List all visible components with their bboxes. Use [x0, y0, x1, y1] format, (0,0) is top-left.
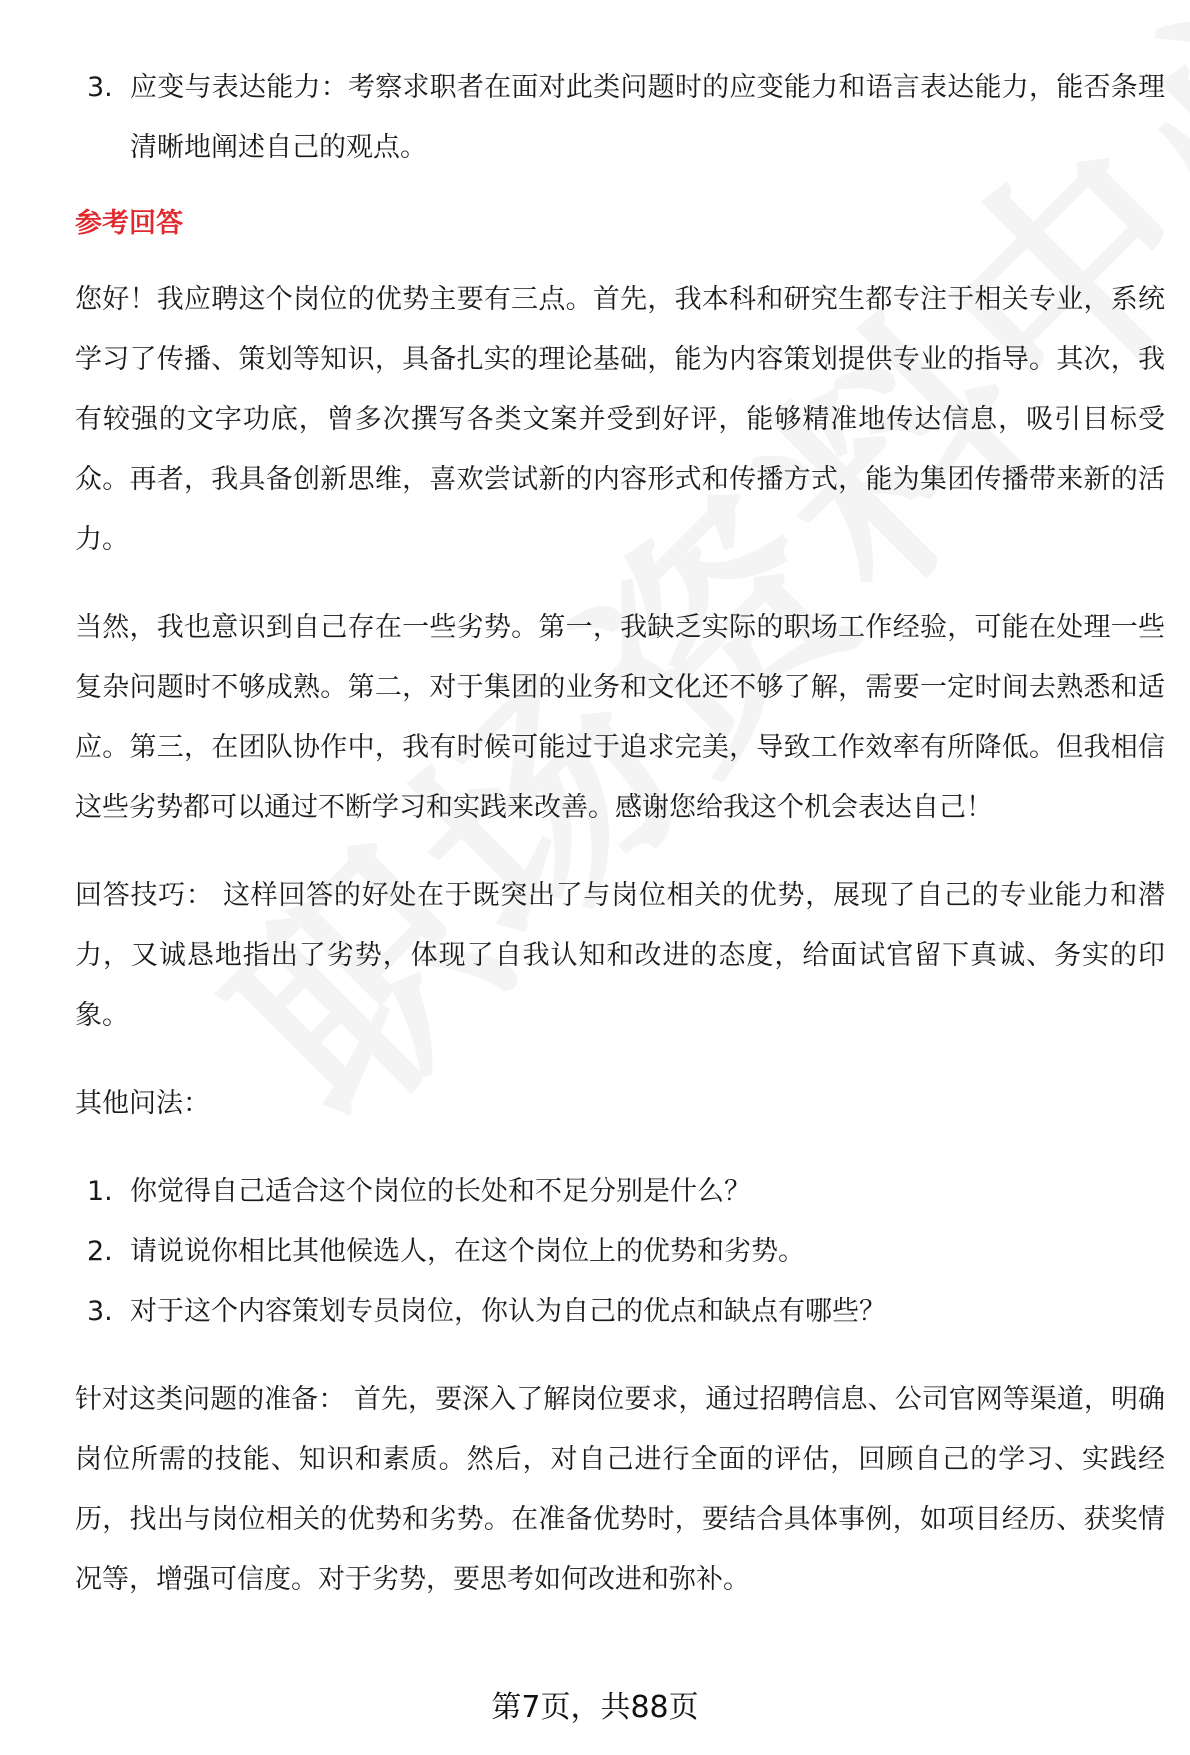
item-text: 对于这个内容策划专员岗位，你认为自己的优点和缺点有哪些？	[130, 1296, 886, 1327]
answer-tips: 回答技巧： 这样回答的好处在于既突出了与岗位相关的优势，展现了自己的专业能力和潜力，又诚恳地指出了劣势，体现了自我认知和改进的态度，给面试官留下真诚、务实的印象。	[75, 880, 1165, 1031]
evaluation-point-item	[75, 58, 1165, 178]
item-number: 2.	[87, 1236, 113, 1267]
other-questions-list	[75, 1162, 1165, 1342]
preparation-paragraph: 针对这类问题的准备： 首先，要深入了解岗位要求，通过招聘信息、公司官网等渠道，明确岗位所需的技能、知识和素质。然后，对自己进行全面的评估，回顾自己的学习、实践经历，找出与岗位相关的优势和劣势。在准备优势时，要结合具体事例，如项目经历、获奖情况等，增强可信度。对于劣势，要思考如何改进和弥补。	[75, 1384, 1165, 1595]
other-questions-label: 其他问法：	[75, 1088, 210, 1119]
item-number: 1.	[87, 1176, 113, 1207]
reference-answer-heading: 参考回答	[75, 208, 183, 239]
item-text: 应变与表达能力：考察求职者在面对此类问题时的应变能力和语言表达能力，能否条理清晰地阐述自己的观点。	[130, 72, 1165, 163]
list-item	[75, 1162, 1165, 1222]
page-number: 第7页，共88页	[491, 1690, 699, 1725]
item-text: 请说说你相比其他候选人，在这个岗位上的优势和劣势。	[130, 1236, 805, 1267]
item-number: 3.	[87, 72, 113, 103]
page-content	[75, 58, 1165, 1610]
list-item	[75, 1222, 1165, 1282]
answer-paragraph: 当然，我也意识到自己存在一些劣势。第一，我缺乏实际的职场工作经验，可能在处理一些复杂问题时不够成熟。第二，对于集团的业务和文化还不够了解，需要一定时间去熟悉和适应。第三，在团队协作中，我有时候可能过于追求完美，导致工作效率有所降低。但我相信这些劣势都可以通过不断学习和实践来改善。感谢您给我这个机会表达自己！	[75, 612, 1165, 823]
item-number: 3.	[87, 1296, 113, 1327]
answer-paragraph: 您好！我应聘这个岗位的优势主要有三点。首先，我本科和研究生都专注于相关专业，系统学习了传播、策划等知识，具备扎实的理论基础，能为内容策划提供专业的指导。其次，我有较强的文字功底，曾多次撰写各类文案并受到好评，能够精准地传达信息，吸引目标受众。再者，我具备创新思维，喜欢尝试新的内容形式和传播方式，能为集团传播带来新的活力。	[75, 284, 1165, 555]
item-text: 你觉得自己适合这个岗位的长处和不足分别是什么？	[130, 1176, 751, 1207]
list-item	[75, 1282, 1165, 1342]
